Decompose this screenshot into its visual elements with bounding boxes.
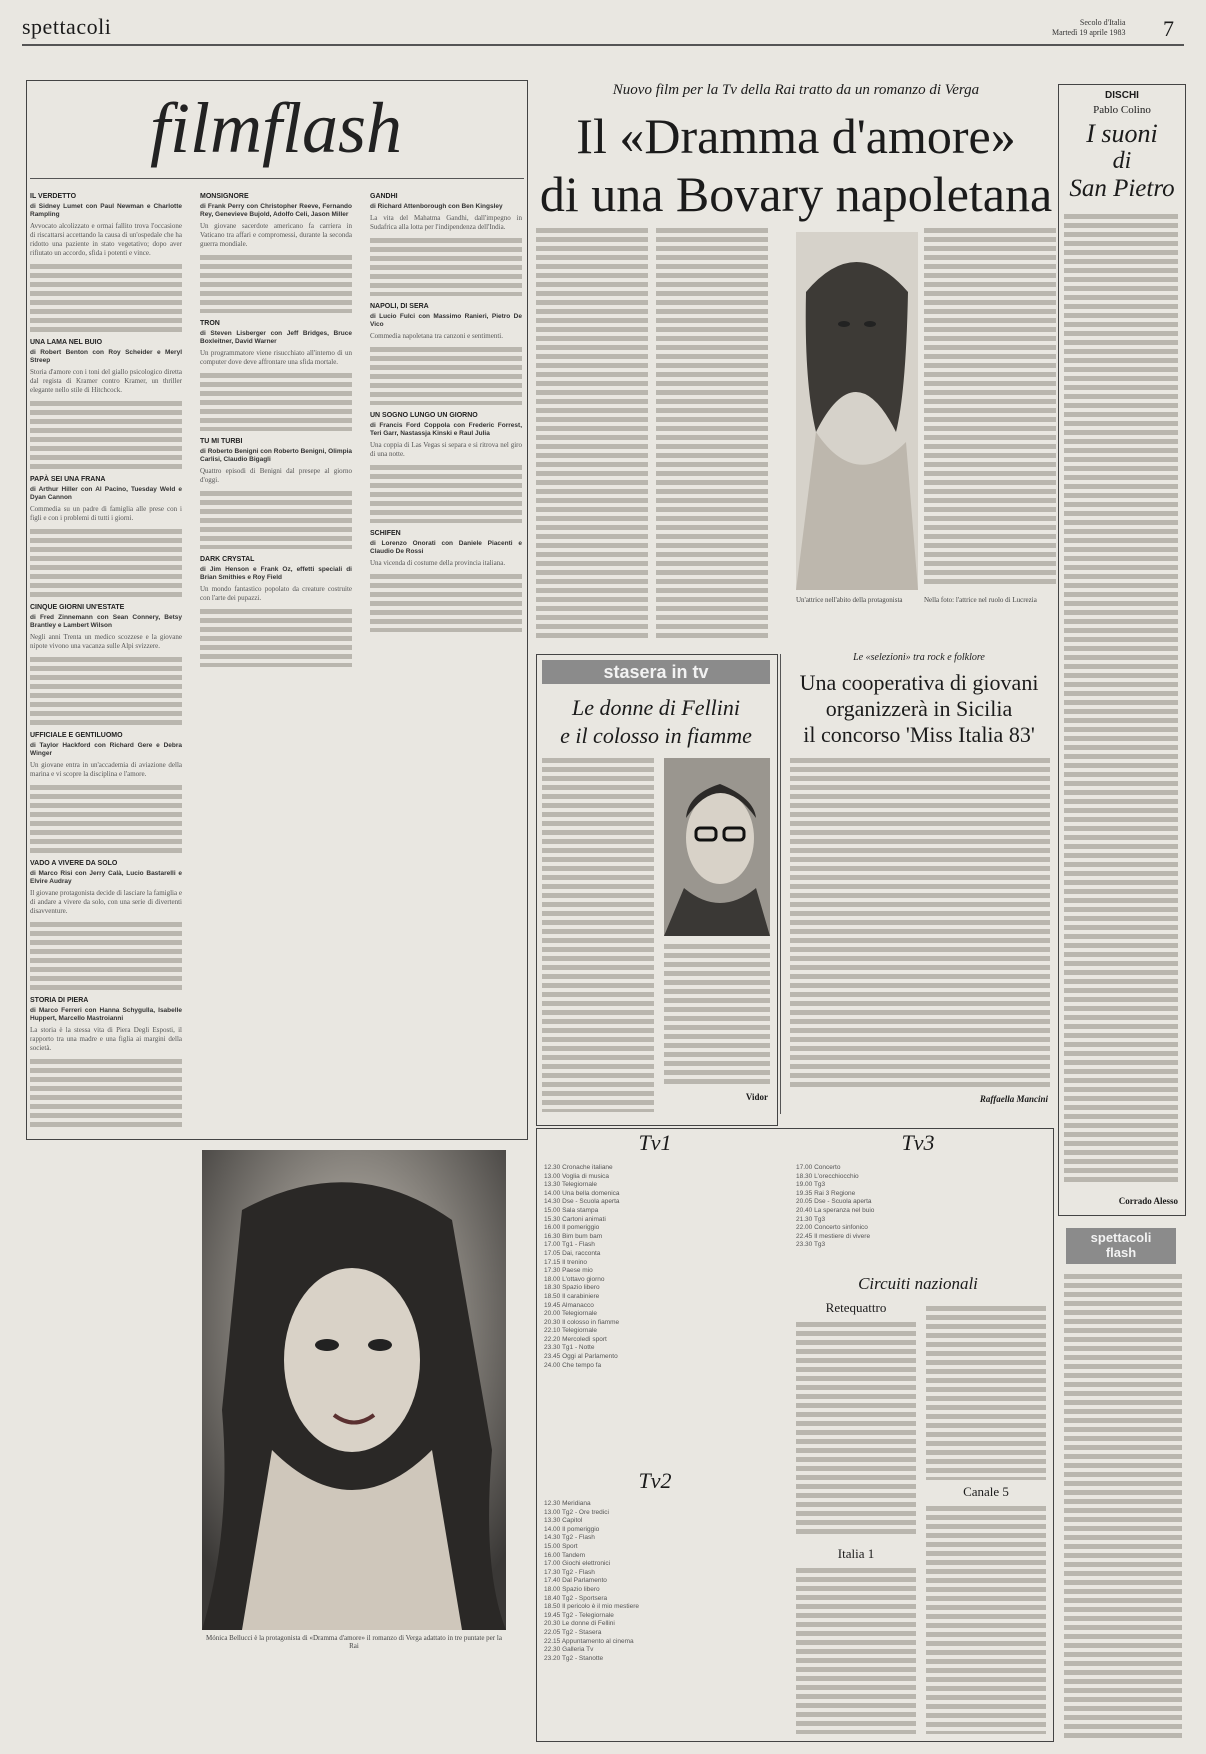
film-review-title: PAPÀ SEI UNA FRANA — [30, 476, 106, 483]
film-review-title: TRON — [200, 320, 220, 327]
film-review — [370, 192, 522, 296]
text-filler — [370, 236, 522, 296]
film-review — [200, 555, 352, 667]
tv-listing-row: 18.00 L'ottavo giorno — [544, 1275, 605, 1283]
text-filler — [30, 783, 182, 853]
filmflash-column-2 — [200, 186, 352, 796]
fellini-portrait-image — [664, 758, 770, 936]
tv-listing-row: 20.30 Il colosso in fiamme — [544, 1318, 620, 1326]
film-review — [200, 192, 352, 313]
section-name: spettacoli — [22, 14, 112, 39]
film-review-title: VADO A VIVERE DA SOLO — [30, 860, 118, 867]
dischi-label: DISCHI — [1105, 90, 1139, 101]
film-review-text: Commedia napoletana tra canzoni e sentimenti. — [370, 332, 503, 340]
text-filler — [30, 527, 182, 597]
text-filler — [790, 756, 1050, 1090]
verga-caption-right: Nella foto: l'attrice nel ruolo di Lucrezia — [924, 596, 1037, 604]
tv-listing-row: 21.30 Tg3 — [796, 1215, 826, 1223]
flash-label-1: spettacoli — [1090, 1230, 1152, 1245]
stasera-title-2: e il colosso in fiamme — [560, 723, 752, 748]
canale5-text — [926, 1504, 1046, 1734]
verga-text-column-1 — [536, 226, 648, 638]
tv-listing-row: 22.45 Il mestiere di vivere — [796, 1232, 871, 1240]
issue-date: Martedì 19 aprile 1983 — [1052, 28, 1126, 37]
dischi-title-2: di — [1112, 148, 1132, 174]
miss-kicker: Le «selezioni» tra rock e folklore — [853, 652, 985, 663]
film-review — [370, 529, 522, 632]
film-review-text: Avvocato alcolizzato e ormai fallito trova l'occasione di riscattarsi accettando la causa di un'ospedale che ha ridotto una paziente in stato vegetativo; dopo aver rifiutato un accordo, sfida i potenti e vince. — [30, 222, 182, 257]
tv-listing-row: 13.30 Telegiornale — [544, 1181, 598, 1189]
dischi-title-3: San Pietro — [1069, 175, 1175, 202]
film-review-credits: di Lucio Fulci con Massimo Ranieri, Pietro De Vico — [370, 313, 522, 328]
stasera-text-column-1 — [542, 756, 654, 1112]
header-rule — [22, 44, 1184, 46]
miss-headline-2: organizzerà in Sicilia — [825, 696, 1013, 721]
tv2-list — [544, 1500, 774, 1734]
tv-listing-row: 24.00 Che tempo fa — [544, 1361, 602, 1369]
film-review-text: Una coppia di Las Vegas si separa e si ritrova nel giro di una notte. — [370, 441, 522, 458]
tv-listing-row: 18.50 Il carabiniere — [544, 1292, 600, 1300]
tv-listing-row: 16.00 Tandem — [544, 1551, 586, 1559]
film-review-text: Quattro episodi di Benigni dal presepe al giorno d'oggi. — [200, 467, 352, 484]
film-review-text: Commedia su un padre di famiglia alle prese con i figli e con i problemi di tutti i giorni. — [30, 505, 182, 522]
circuiti-heading: Circuiti nazionali — [858, 1274, 978, 1293]
film-review-title: STORIA DI PIERA — [30, 997, 89, 1004]
tv-listing-row: 17.00 Tg1 - Flash — [544, 1241, 595, 1249]
dischi-signature: Corrado Alesso — [1118, 1196, 1178, 1206]
film-review-text: Un giovane entra in un'accademia di aviazione della marina e vi scopre la disciplina e l'amore. — [30, 761, 182, 778]
tv-listing-row: 23.30 Tg1 - Notte — [544, 1344, 595, 1352]
tv-listing-row: 15.00 Sala stampa — [544, 1206, 599, 1214]
filmflash-title-rule — [30, 178, 524, 179]
tv-listing-row: 23.20 Tg2 - Stanotte — [544, 1654, 604, 1662]
tv-listing-row: 18.40 Tg2 - Sportsera — [544, 1594, 608, 1602]
film-review-title: NAPOLI, DI SERA — [370, 303, 429, 310]
stasera-label: stasera in tv — [542, 660, 770, 684]
tv3-heading: Tv3 — [901, 1130, 935, 1155]
film-review-credits: di Robert Benton con Roy Scheider e Meryl Streep — [30, 349, 182, 364]
film-review-credits: di Frank Perry con Christopher Reeve, Fernando Rey, Genevieve Bujold, Adolfo Celi, Jason Miller — [200, 203, 352, 218]
tv-listing-row: 20.05 Dse - Scuola aperta — [796, 1198, 872, 1206]
verga-caption-left: Un'attrice nell'abito della protagonista — [796, 596, 903, 604]
film-review-text: Un giovane sacerdote americano fa carriera in Vaticano tra affari e compromessi, durante la seconda guerra mondiale. — [200, 222, 352, 248]
stasera-title-1: Le donne di Fellini — [571, 695, 741, 720]
text-filler — [30, 399, 182, 469]
tv-listing-row: 17.40 Dal Parlamento — [544, 1577, 607, 1585]
film-review-credits: di Marco Risi con Jerry Calà, Lucio Bastarelli e Elvire Audray — [30, 870, 182, 885]
dischi-title-1: I suoni — [1086, 119, 1158, 148]
text-filler — [370, 345, 522, 405]
tv-listing-row: 19.45 Tg2 - Telegiornale — [544, 1611, 614, 1619]
filmflash-title: filmflash — [150, 88, 403, 168]
fellini-photo — [664, 758, 770, 936]
tv-listing-row: 16.00 Il pomeriggio — [544, 1224, 600, 1232]
film-review-title: MONSIGNORE — [200, 193, 249, 200]
miss-headline-3: il concorso 'Miss Italia 83' — [803, 722, 1035, 747]
film-review-text: Il giovane protagonista decide di lasciare la famiglia e di andare a vivere da solo, con una serie di divertenti disavventure. — [30, 889, 182, 915]
actress-portrait-image — [202, 1150, 506, 1630]
film-review-title: GANDHI — [370, 193, 398, 200]
text-filler — [796, 1320, 916, 1534]
tv-listing-row: 13.00 Voglia di musica — [544, 1172, 610, 1180]
dischi-text — [1064, 212, 1178, 1184]
film-review-text: Storia d'amore con i toni del giallo psicologico diretta dal regista di Kramer contro Kramer, un thriller elegante nello stile di Hitchcock. — [30, 368, 182, 394]
text-filler — [30, 1057, 182, 1127]
circuiti-text-right — [926, 1304, 1046, 1480]
film-review-credits: di Francis Ford Coppola con Frederic Forrest, Teri Garr, Nastassja Kinski e Raul Julia — [370, 422, 522, 437]
tv-listing-row: 17.00 Concerto — [796, 1164, 841, 1171]
tv-listing-row: 22.15 Appuntamento al cinema — [544, 1637, 634, 1645]
film-review-text: Un programmatore viene risucchiato all'interno di un computer dove deve affrontare una sfida mortale. — [200, 349, 352, 366]
verga-photo-left — [796, 232, 918, 590]
tv-listing-row: 18.30 Spazio libero — [544, 1284, 600, 1292]
retequattro-text — [796, 1320, 916, 1534]
masthead-info — [1052, 18, 1126, 38]
tv-listing-row: 14.30 Dse - Scuola aperta — [544, 1198, 620, 1206]
tv-listing-row: 18.50 Il pericolo è il mio mestiere — [544, 1603, 640, 1611]
text-filler — [200, 371, 352, 431]
tv-listing-row: 14.00 Il pomeriggio — [544, 1525, 600, 1533]
tv-listing-row: 22.30 Galleria Tv — [544, 1646, 594, 1654]
spettacoli-flash-text — [1064, 1272, 1182, 1742]
tv-listing-row: 17.00 Giochi elettronici — [544, 1560, 611, 1568]
miss-text — [790, 756, 1050, 1090]
text-filler — [796, 1566, 916, 1734]
miss-headline-1: Una cooperativa di giovani — [799, 670, 1039, 695]
stasera-signature: Vidor — [745, 1092, 768, 1102]
italia1-heading: Italia 1 — [837, 1546, 875, 1561]
film-review — [30, 475, 182, 597]
film-review-credits: di Taylor Hackford con Richard Gere e Debra Winger — [30, 742, 182, 757]
film-review-credits: di Fred Zinnemann con Sean Connery, Betsy Brantley e Lambert Wilson — [30, 614, 182, 629]
tv-listing-row: 20.00 Telegiornale — [544, 1310, 598, 1318]
tv-listing-row: 20.40 La speranza nel buio — [796, 1206, 875, 1214]
tv-listing-row: 20.30 Le donne di Fellini — [544, 1620, 615, 1628]
text-filler — [30, 655, 182, 725]
tv-listing-row: 12.30 Meridiana — [544, 1500, 591, 1507]
tv-listing-row: 19.45 Almanacco — [544, 1301, 594, 1309]
text-filler — [924, 226, 1056, 586]
filmflash-column-3 — [370, 186, 522, 796]
tv-listing-row: 15.00 Sport — [544, 1542, 578, 1550]
tv-listing-row: 14.30 Tg2 - Flash — [544, 1534, 595, 1542]
film-review-credits: di Lorenzo Onorati con Daniele Piacenti e Claudio De Rossi — [370, 540, 522, 555]
film-review — [370, 411, 522, 523]
tv-listing-row: 17.15 Il trenino — [544, 1258, 588, 1266]
italia1-text — [796, 1566, 916, 1734]
verga-headline-line-2: di una Bovary napoletana — [539, 166, 1053, 222]
verga-text-column-3 — [924, 226, 1056, 586]
text-filler — [200, 607, 352, 667]
canale5-heading: Canale 5 — [963, 1484, 1009, 1499]
film-review-credits: di Steven Lisberger con Jeff Bridges, Bruce Boxleitner, David Warner — [200, 330, 352, 345]
tv-listing-row: 22.20 Mercoledì sport — [544, 1335, 607, 1343]
text-filler — [926, 1304, 1046, 1480]
tv-listing-row: 12.30 Cronache italiane — [544, 1164, 613, 1171]
film-review — [30, 192, 182, 332]
text-filler — [536, 226, 648, 638]
text-filler — [200, 489, 352, 549]
film-review — [370, 302, 522, 405]
tv-listing-row: 18.30 L'orecchiocchio — [796, 1172, 859, 1180]
spettacoli-flash-badge — [1066, 1228, 1176, 1264]
film-review — [30, 603, 182, 725]
film-review — [30, 859, 182, 990]
tv-listing-row: 22.10 Telegiornale — [544, 1327, 598, 1335]
tv-listing-row: 16.30 Bim bum bam — [544, 1232, 603, 1240]
tv2-heading: Tv2 — [638, 1468, 672, 1493]
film-review-text: La vita del Mahatma Gandhi, dall'impegno in Sudafrica alla lotta per l'indipendenza dell'India. — [370, 214, 522, 231]
actress-photo — [202, 1150, 506, 1630]
tv-listing-row: 17.05 Dai, racconta — [544, 1249, 601, 1257]
dischi-author: Pablo Colino — [1093, 104, 1151, 116]
film-review-credits: di Sidney Lumet con Paul Newman e Charlotte Rampling — [30, 203, 182, 218]
film-review-title: SCHIFEN — [370, 530, 401, 537]
page-number: 7 — [1163, 16, 1174, 41]
film-review-text: Negli anni Trenta un medico scozzese e la giovane nipote vivono una vacanza sulle Alpi svizzere. — [30, 633, 182, 650]
tv-listing-row: 14.00 Una bella domenica — [544, 1189, 620, 1197]
film-review-title: UNA LAMA NEL BUIO — [30, 339, 103, 346]
text-filler — [656, 226, 768, 638]
film-review-title: UFFICIALE E GENTILUOMO — [30, 732, 123, 739]
verga-actress-image — [796, 232, 918, 590]
actress-photo-caption: Mónica Bellucci è la protagonista di «Dramma d'amore» il romanzo di Verga adattato in tre puntate per la Rai — [206, 1634, 502, 1650]
film-review-title: DARK CRYSTAL — [200, 556, 255, 563]
tv-listing-row: 22.05 Tg2 - Stasera — [544, 1628, 602, 1636]
stasera-text-column-2 — [664, 942, 770, 1088]
verga-kicker: Nuovo film per la Tv della Rai tratto da un romanzo di Verga — [612, 82, 980, 98]
tv-listing-row: 17.30 Paese mio — [544, 1267, 593, 1275]
film-review-credits: di Marco Ferreri con Hanna Schygulla, Isabelle Huppert, Marcello Mastroianni — [30, 1007, 182, 1022]
text-filler — [1064, 212, 1178, 1184]
film-review-title: CINQUE GIORNI UN'ESTATE — [30, 604, 125, 611]
text-filler — [370, 572, 522, 632]
filmflash-column-1 — [30, 186, 182, 1130]
film-review-credits: di Arthur Hiller con Al Pacino, Tuesday Weld e Dyan Cannon — [30, 486, 182, 501]
mid-column-rule — [780, 654, 781, 1114]
verga-headline-line-1: Il «Dramma d'amore» — [576, 108, 1016, 164]
film-review-text: La storia è la stessa vita di Piera Degli Esposti, il rapporto tra una madre e una figlia ai margini della società. — [30, 1026, 182, 1052]
text-filler — [542, 756, 654, 1112]
film-review — [200, 437, 352, 549]
verga-text-column-2 — [656, 226, 768, 638]
film-review-title: TU MI TURBI — [200, 438, 243, 445]
tv1-list — [544, 1164, 774, 1464]
text-filler — [664, 942, 770, 1088]
film-review-credits: di Richard Attenborough con Ben Kingsley — [370, 203, 503, 210]
film-review — [30, 338, 182, 469]
text-filler — [30, 262, 182, 332]
film-review-title: UN SOGNO LUNGO UN GIORNO — [370, 412, 478, 419]
tv-listing-row: 13.30 Capitol — [544, 1517, 583, 1525]
tv-listing-row: 23.45 Oggi al Parlamento — [544, 1353, 618, 1361]
tv-listing-row: 19.00 Tg3 — [796, 1181, 826, 1189]
text-filler — [30, 920, 182, 990]
film-review-text: Un mondo fantastico popolato da creature costruite con l'arte dei pupazzi. — [200, 585, 352, 602]
film-review-credits: di Jim Henson e Frank Oz, effetti speciali di Brian Smithies e Roy Field — [200, 566, 352, 581]
tv-listing-row: 18.00 Spazio libero — [544, 1585, 600, 1593]
film-review-title: IL VERDETTO — [30, 193, 77, 200]
text-filler — [926, 1504, 1046, 1734]
film-review — [30, 996, 182, 1127]
tv-listing-row: 23.30 Tg3 — [796, 1241, 826, 1249]
text-filler — [1064, 1272, 1182, 1742]
tv1-heading: Tv1 — [638, 1130, 672, 1155]
film-review — [200, 319, 352, 431]
flash-label-2: flash — [1105, 1245, 1137, 1260]
text-filler — [200, 253, 352, 313]
film-review-credits: di Roberto Benigni con Roberto Benigni, Olimpia Carlisi, Claudio Bigagli — [200, 448, 352, 463]
paper-name: Secolo d'Italia — [1079, 18, 1126, 27]
retequattro-heading: Retequattro — [825, 1300, 887, 1315]
tv-listing-row: 15.30 Cartoni animati — [544, 1215, 606, 1223]
tv-listing-row: 22.00 Concerto sinfonico — [796, 1224, 868, 1232]
film-review — [30, 731, 182, 853]
tv3-list — [796, 1164, 1046, 1260]
film-review-text: Una vicenda di costume della provincia italiana. — [370, 559, 506, 567]
text-filler — [370, 463, 522, 523]
tv-listing-row: 17.30 Tg2 - Flash — [544, 1568, 595, 1576]
tv-listing-row: 19.35 Rai 3 Regione — [796, 1189, 856, 1197]
tv-listing-row: 13.00 Tg2 - Ore tredici — [544, 1508, 609, 1516]
miss-signature: Raffaella Mancini — [979, 1094, 1048, 1104]
